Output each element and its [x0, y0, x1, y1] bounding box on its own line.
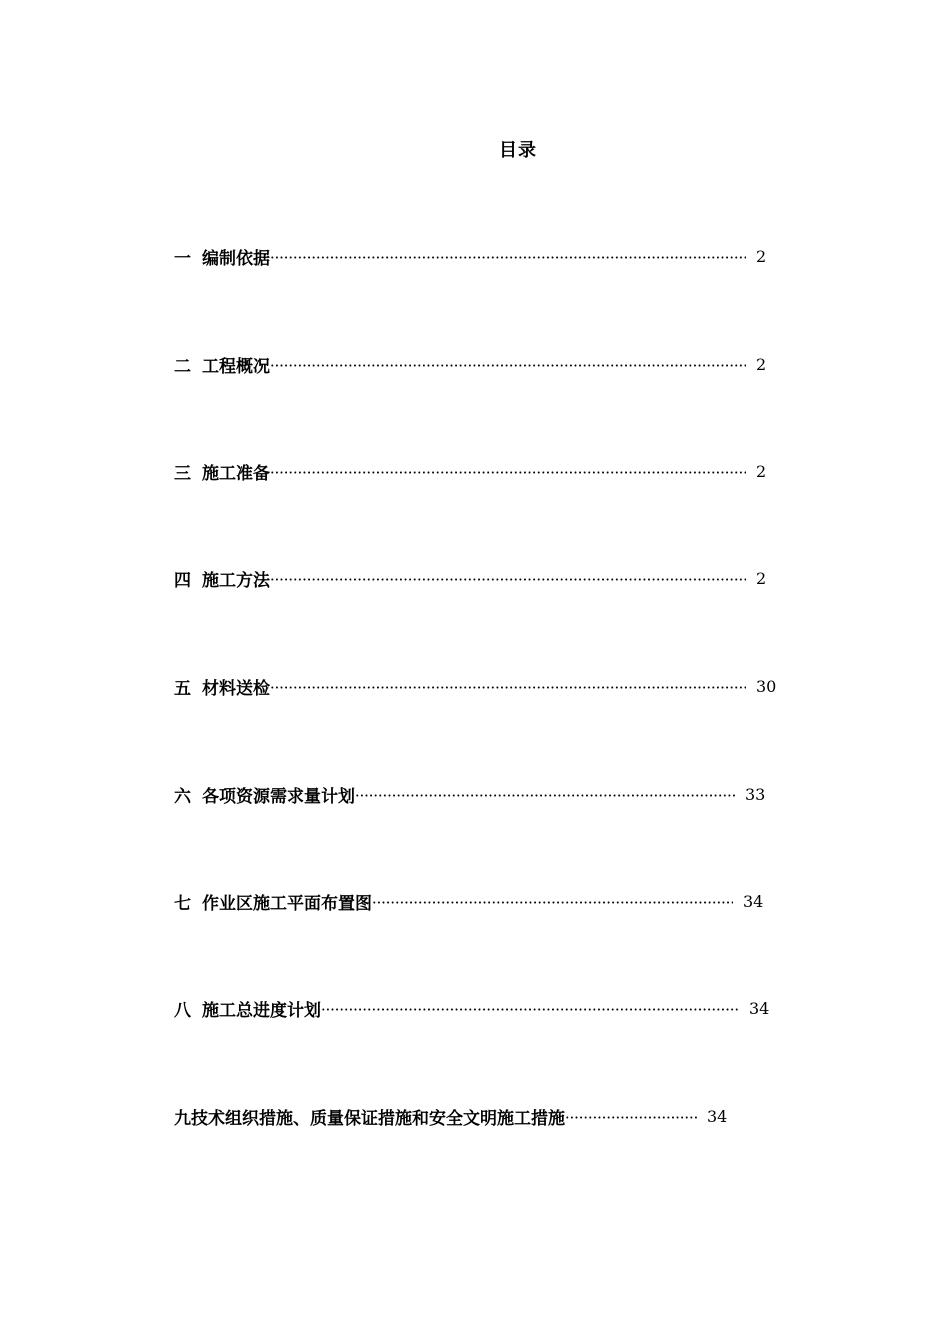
toc-entry-number: 一 [174, 248, 191, 269]
toc-entry-text: 编制依据 [202, 248, 270, 269]
toc-entry-number: 二 [174, 356, 191, 377]
toc-entry-page: 33 [745, 784, 766, 804]
toc-dot-leader [270, 256, 746, 259]
toc-entry-number: 四 [174, 570, 191, 591]
toc-dot-leader [270, 686, 746, 689]
toc-dot-leader [270, 578, 746, 581]
toc-entry-number: 五 [174, 678, 191, 699]
toc-entry-page: 30 [756, 676, 777, 696]
toc-entry-9[interactable] [174, 1104, 727, 1128]
toc-entry-text: 各项资源需求量计划 [202, 786, 355, 807]
toc-entry-text: 工程概况 [202, 356, 270, 377]
toc-entry-8[interactable] [174, 996, 769, 1020]
toc-entry-text: 作业区施工平面布置图 [202, 893, 372, 914]
toc-entry-text: 施工总进度计划 [202, 1000, 321, 1021]
toc-entry-text: 施工准备 [202, 463, 270, 484]
toc-dot-leader [372, 901, 733, 904]
toc-entry-page: 34 [749, 998, 770, 1018]
toc-entry-2[interactable] [174, 352, 766, 376]
toc-entry-page: 34 [707, 1106, 728, 1126]
toc-entry-number: 九 [174, 1108, 191, 1129]
toc-dot-leader [321, 1008, 739, 1011]
toc-entry-text: 施工方法 [202, 570, 270, 591]
toc-entry-page: 2 [756, 461, 767, 481]
toc-entry-page: 2 [756, 354, 767, 374]
toc-entry-text: 材料送检 [202, 678, 270, 699]
toc-entry-number: 三 [174, 463, 191, 484]
toc-entry-number: 八 [174, 1000, 191, 1021]
toc-entry-7[interactable] [174, 889, 763, 913]
toc-entry-page: 2 [756, 568, 767, 588]
toc-dot-leader [270, 471, 746, 474]
toc-dot-leader [565, 1116, 697, 1119]
toc-dot-leader [355, 794, 735, 797]
toc-dot-leader [270, 364, 746, 367]
toc-entry-text: 技术组织措施、质量保证措施和安全文明施工措施 [191, 1108, 565, 1129]
toc-entry-5[interactable] [174, 674, 776, 698]
toc-entry-3[interactable] [174, 459, 766, 483]
toc-entry-number: 七 [174, 893, 191, 914]
toc-entry-1[interactable] [174, 244, 766, 268]
toc-title: 目录 [499, 140, 537, 161]
toc-entry-6[interactable] [174, 782, 765, 806]
toc-entry-page: 34 [743, 891, 764, 911]
toc-entry-4[interactable] [174, 566, 766, 590]
toc-entry-page: 2 [756, 246, 767, 266]
toc-entry-number: 六 [174, 786, 191, 807]
